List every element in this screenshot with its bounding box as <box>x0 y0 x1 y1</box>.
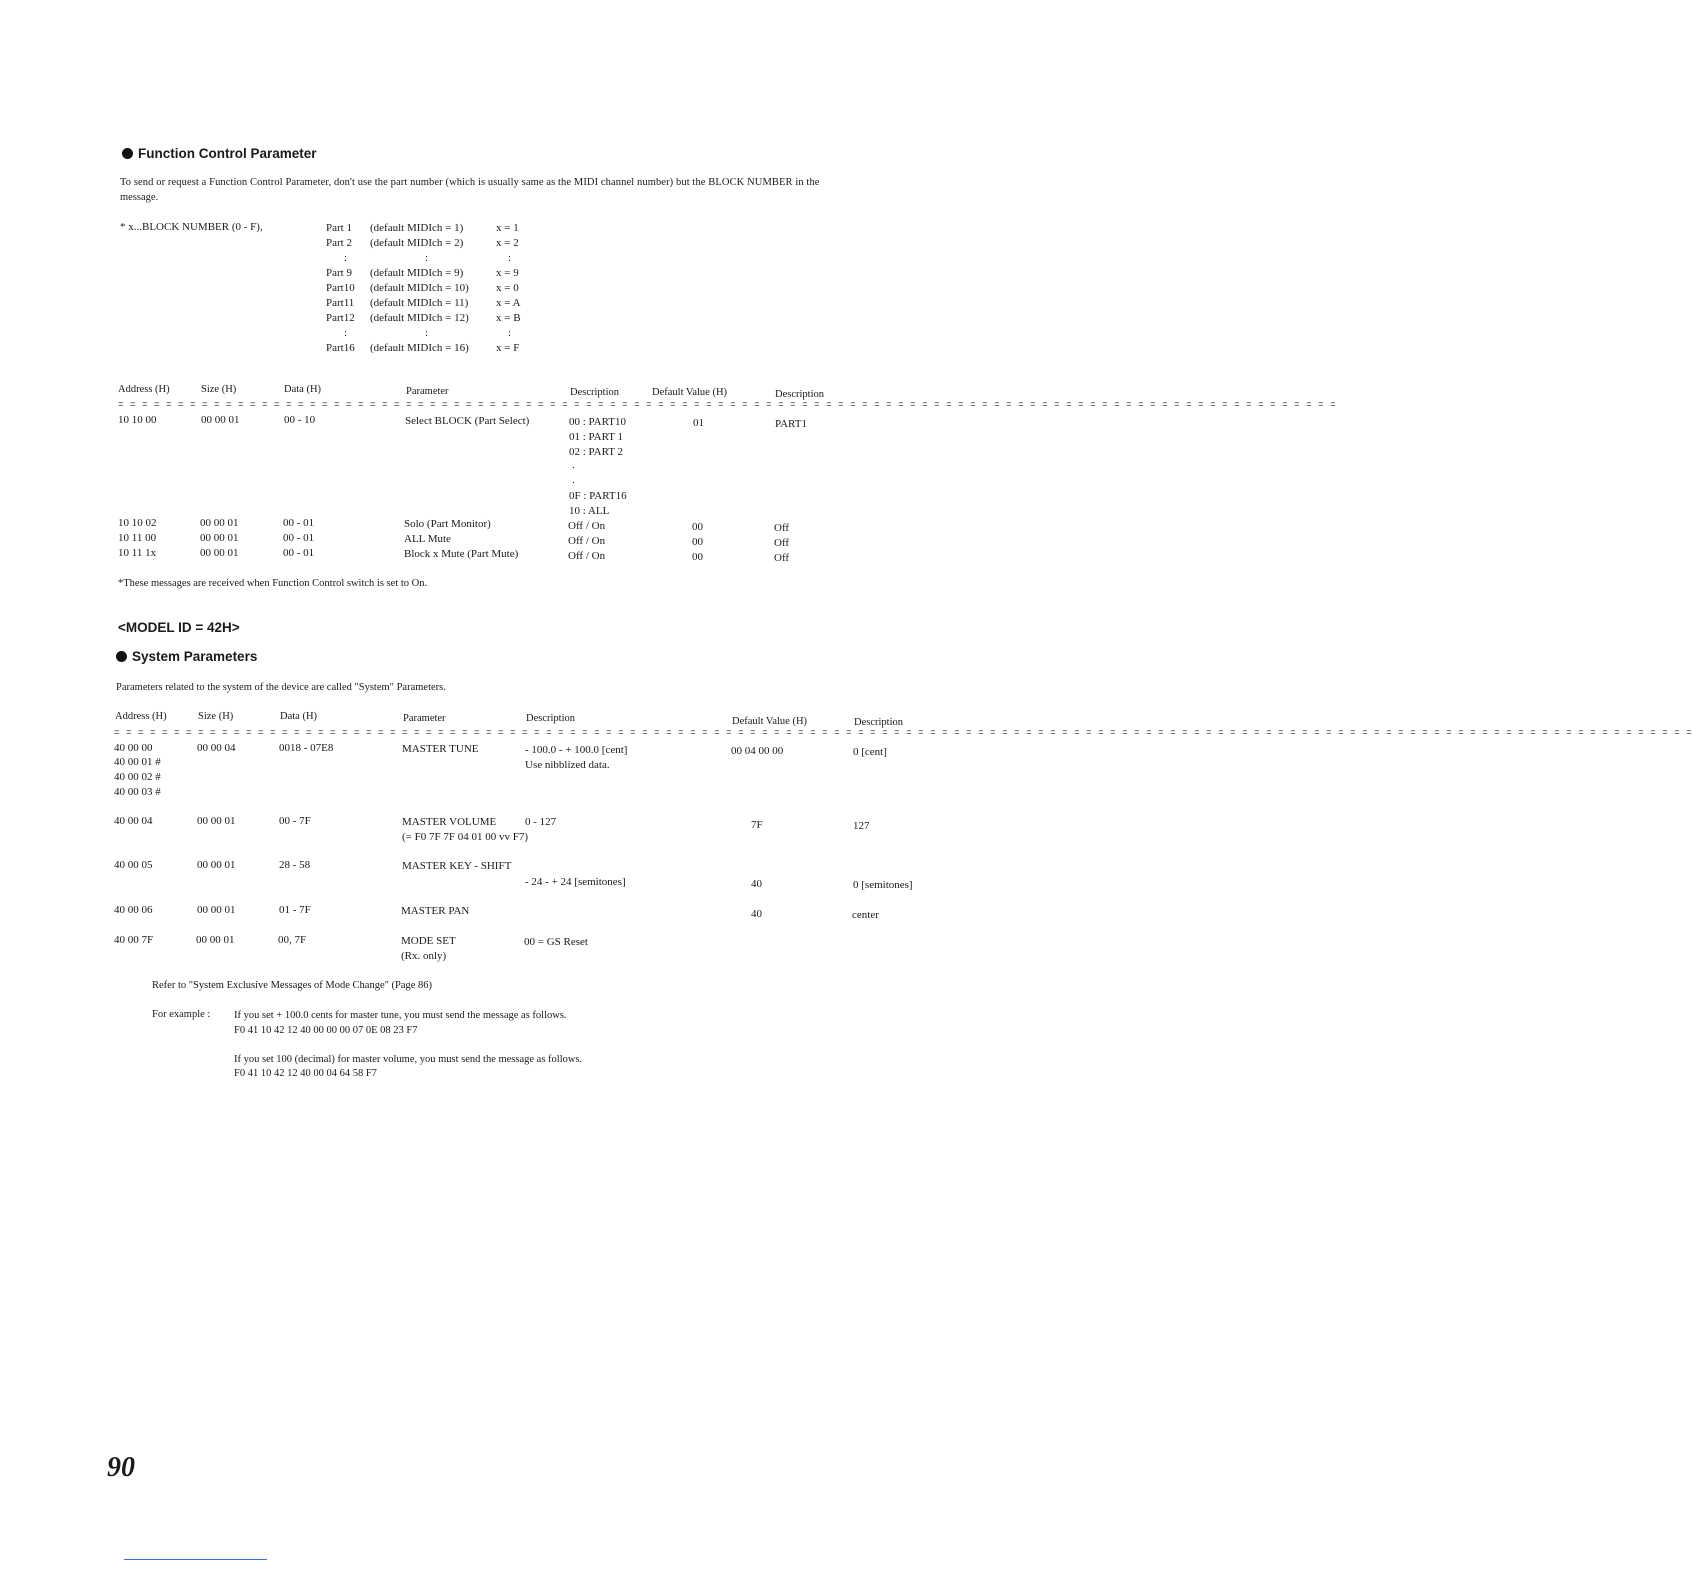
table-cell-description: 01 : PART 1 <box>569 431 624 443</box>
block-row-x: x = A <box>496 297 521 309</box>
block-row-part: Part 1 <box>326 222 352 234</box>
header-separator: = = = = = = = = = = = = = = = = = = = = = = = = = = = = = = = = = = = = = = = = = = = = = = = = = = = = = = = = = = = = = = = = = = = = = = = = = = = = = = = = = = = = = = = = = = = = = = = = = = = = = = = = = = = = = = = = = = = = = = = = = = = = = = = = = = = = <box>114 728 1692 738</box>
table-cell-description: 00 : PART10 <box>569 416 627 428</box>
table-cell-default: 00 <box>692 536 703 548</box>
table-cell-description: 0F : PART16 <box>569 490 627 502</box>
table-cell-default: 00 <box>692 551 703 563</box>
table-cell-address: 10 11 1x <box>118 547 157 559</box>
block-row-x: x = 2 <box>496 237 519 249</box>
table-cell-address: 10 10 00 <box>118 414 157 426</box>
table-cell-description-2: 0 [cent] <box>853 746 887 758</box>
table-cell-size: 00 00 04 <box>197 742 236 754</box>
table-cell-size: 00 00 01 <box>200 517 239 529</box>
table-cell-default: 00 <box>692 521 703 533</box>
table-cell-address: 10 10 02 <box>118 517 157 529</box>
block-row-default: (default MIDIch = 9) <box>370 267 464 279</box>
col-header-size: Size (H) <box>198 711 234 722</box>
table-cell-address: 40 00 04 <box>114 815 153 827</box>
table-cell-size: 00 00 01 <box>196 934 235 946</box>
table-cell-address: 40 00 00 <box>114 742 153 754</box>
table-cell-data: 0018 - 07E8 <box>279 742 334 754</box>
table-cell-parameter: Solo (Part Monitor) <box>404 518 491 530</box>
table-cell-data: 00 - 01 <box>283 517 315 529</box>
section-heading-function-control: Function Control Parameter <box>122 146 317 161</box>
table-cell-size: 00 00 01 <box>200 532 239 544</box>
intro-line-2: message. <box>120 192 159 203</box>
block-row-part: Part16 <box>326 342 355 354</box>
bullet-icon <box>122 148 133 159</box>
col-header-description: Description <box>570 387 619 398</box>
col-header-description-2: Description <box>775 389 824 400</box>
block-row-ellipsis: : <box>344 252 348 264</box>
block-row-default: (default MIDIch = 2) <box>370 237 464 249</box>
table-cell-address: 40 00 03 # <box>114 786 161 798</box>
block-row-default: (default MIDIch = 1) <box>370 222 464 234</box>
table-cell-data: 01 - 7F <box>279 904 311 916</box>
table-cell-parameter: MASTER PAN <box>401 905 470 917</box>
block-row-x: x = B <box>496 312 521 324</box>
table-cell-address: 10 11 00 <box>118 532 157 544</box>
table-cell-data: 00 - 01 <box>283 547 315 559</box>
table-cell-parameter: MASTER KEY - SHIFT <box>402 860 512 872</box>
block-row-default: (default MIDIch = 10) <box>370 282 469 294</box>
block-row-default: (default MIDIch = 12) <box>370 312 469 324</box>
table-cell-address: 40 00 05 <box>114 859 153 871</box>
table-cell-parameter-note: (Rx. only) <box>401 950 447 962</box>
table-cell-description-2: PART1 <box>775 418 807 430</box>
table-cell-default: 00 04 00 00 <box>731 745 784 757</box>
col-header-description-2: Description <box>854 717 903 728</box>
example-label: For example : <box>152 1009 211 1020</box>
page-number: 90 <box>107 1452 135 1483</box>
table-cell-default: 40 <box>751 908 762 920</box>
block-row-default: (default MIDIch = 11) <box>370 297 469 309</box>
table-cell-description: - 100.0 - + 100.0 [cent] <box>525 744 628 756</box>
footer-rule <box>124 1559 267 1560</box>
block-row-ellipsis: : <box>508 252 512 264</box>
block-row-x: x = 0 <box>496 282 519 294</box>
block-row-part: Part11 <box>326 297 355 309</box>
table-cell-description-2: Off <box>774 552 790 564</box>
section-heading-system-parameters: System Parameters <box>116 649 257 664</box>
block-row-x: x = 1 <box>496 222 519 234</box>
table-cell-description: - 24 - + 24 [semitones] <box>525 876 626 888</box>
table-cell-description-2: 127 <box>853 820 870 832</box>
table-cell-description: Off / On <box>568 550 606 562</box>
table-cell-parameter: Block x Mute (Part Mute) <box>404 548 519 560</box>
table-cell-parameter: Select BLOCK (Part Select) <box>405 415 530 427</box>
block-number-label: * x...BLOCK NUMBER (0 - F), <box>120 221 263 233</box>
table-cell-data: 00 - 7F <box>279 815 311 827</box>
block-row-part: Part 9 <box>326 267 352 279</box>
table-cell-default: 40 <box>751 878 762 890</box>
table-cell-description: Off / On <box>568 535 606 547</box>
table-cell-description-2: 0 [semitones] <box>853 879 913 891</box>
footnote: *These messages are received when Function Control switch is set to On. <box>118 578 428 589</box>
table-cell-size: 00 00 01 <box>197 859 236 871</box>
table-cell-address: 40 00 02 # <box>114 771 161 783</box>
table-cell-data: 00, 7F <box>278 934 307 946</box>
refer-note: Refer to "System Exclusive Messages of Mode Change" (Page 86) <box>152 980 433 991</box>
table-cell-description: 00 = GS Reset <box>524 936 588 948</box>
table-cell-default: 7F <box>751 819 763 831</box>
table-cell-size: 00 00 01 <box>200 547 239 559</box>
intro-line-1: To send or request a Function Control Parameter, don't use the part number (which is usually same as the MIDI channel number) but the BLOCK NUMBER in the <box>120 177 820 188</box>
block-row-ellipsis: : <box>508 327 512 339</box>
col-header-default-value: Default Value (H) <box>652 387 728 398</box>
block-row-ellipsis: : <box>425 252 429 264</box>
system-intro: Parameters related to the system of the device are called "System" Parameters. <box>116 682 446 693</box>
table-cell-data: 28 - 58 <box>279 859 311 871</box>
table-cell-parameter-note: (= F0 7F 7F 04 01 00 vv F7) <box>402 831 529 843</box>
table-cell-description: . <box>572 474 575 486</box>
block-row-part: Part 2 <box>326 237 352 249</box>
bullet-icon <box>116 651 127 662</box>
model-id-heading: <MODEL ID = 42H> <box>118 620 240 635</box>
col-header-parameter: Parameter <box>406 386 449 397</box>
col-header-data: Data (H) <box>280 711 318 722</box>
col-header-data: Data (H) <box>284 384 322 395</box>
block-row-x: x = F <box>496 342 520 354</box>
block-row-part: Part10 <box>326 282 355 294</box>
table-cell-address: 40 00 06 <box>114 904 153 916</box>
example-2-text: If you set 100 (decimal) for master volume, you must send the message as follows. <box>234 1054 583 1065</box>
header-separator: = = = = = = = = = = = = = = = = = = = = = = = = = = = = = = = = = = = = = = = = = = = = = = = = = = = = = = = = = = = = = = = = = = = = = = = = = = = = = = = = = = = = = = = = = = = = = = = = = = = = = = <box>118 400 1337 410</box>
table-cell-description-2: Off <box>774 522 790 534</box>
table-cell-parameter: MASTER VOLUME <box>402 816 497 828</box>
table-cell-description: 0 - 127 <box>525 816 557 828</box>
table-cell-description-2: Off <box>774 537 790 549</box>
col-header-default-value: Default Value (H) <box>732 716 808 727</box>
block-row-x: x = 9 <box>496 267 519 279</box>
block-row-ellipsis: : <box>344 327 348 339</box>
col-header-address: Address (H) <box>115 711 167 722</box>
table-cell-description: Off / On <box>568 520 606 532</box>
example-1-text: If you set + 100.0 cents for master tune, you must send the message as follows. <box>234 1010 567 1021</box>
table-cell-parameter: ALL Mute <box>404 533 451 545</box>
col-header-size: Size (H) <box>201 384 237 395</box>
table-cell-parameter: MASTER TUNE <box>402 743 479 755</box>
table-cell-size: 00 00 01 <box>201 414 240 426</box>
table-cell-address: 40 00 01 # <box>114 756 161 768</box>
block-row-part: Part12 <box>326 312 355 324</box>
table-cell-default: 01 <box>693 417 704 429</box>
table-cell-description-2: center <box>852 909 879 921</box>
block-row-default: (default MIDIch = 16) <box>370 342 469 354</box>
example-2-message: F0 41 10 42 12 40 00 04 64 58 F7 <box>234 1068 377 1079</box>
table-cell-address: 40 00 7F <box>114 934 154 946</box>
table-cell-description: 10 : ALL <box>569 505 610 517</box>
block-row-ellipsis: : <box>425 327 429 339</box>
table-cell-data: 00 - 01 <box>283 532 315 544</box>
table-cell-size: 00 00 01 <box>197 815 236 827</box>
example-1-message: F0 41 10 42 12 40 00 00 00 07 0E 08 23 F7 <box>234 1025 418 1036</box>
table-cell-description: Use nibblized data. <box>525 759 610 771</box>
table-cell-data: 00 - 10 <box>284 414 316 426</box>
col-header-address: Address (H) <box>118 384 170 395</box>
table-cell-size: 00 00 01 <box>197 904 236 916</box>
table-cell-parameter: MODE SET <box>401 935 456 947</box>
table-cell-description: . <box>572 459 575 471</box>
col-header-description: Description <box>526 713 575 724</box>
col-header-parameter: Parameter <box>403 713 446 724</box>
table-cell-description: 02 : PART 2 <box>569 446 624 458</box>
